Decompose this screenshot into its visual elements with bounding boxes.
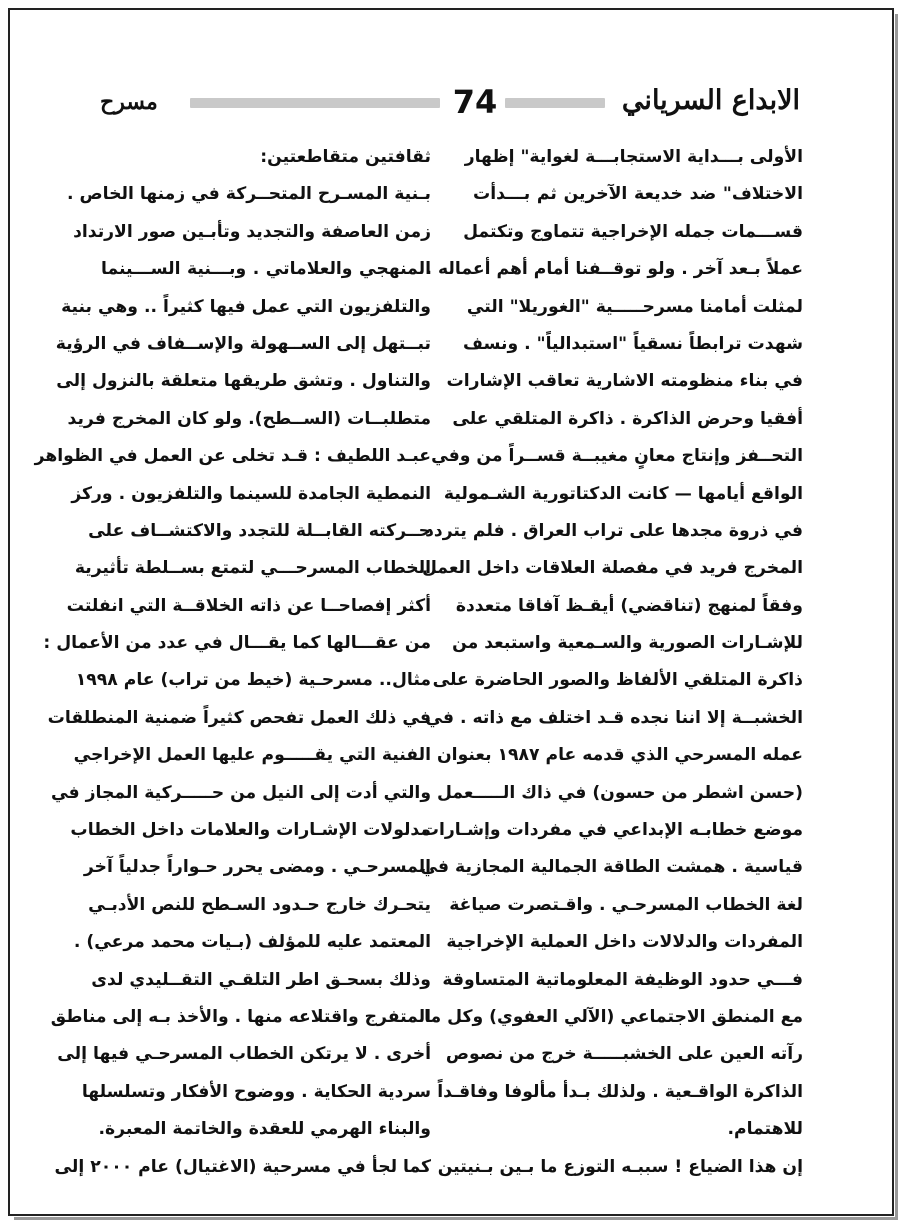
text-line: سردية الحكاية . ووضوح الأفكار وتسلسلها bbox=[81, 1081, 431, 1102]
text-line: فـــي حدود الوظيفة المعلوماتية المتساوقة bbox=[442, 969, 803, 990]
text-line: والبناء الهرمي للعقدة والخاتمة المعبرة. bbox=[98, 1119, 431, 1140]
text-line: (حسن اشطر من حسون) في ذاك الـــــعمل bbox=[436, 782, 803, 803]
text-line: المعتمد عليه للمؤلف (بـيات محمد مرعي) . bbox=[73, 932, 431, 953]
text-line: الأولى بـــداية الاستجابـــة لغواية" إظهار bbox=[464, 147, 803, 167]
text-line: زمن العاصفة والتجديد وتأبـين صور الارتداد bbox=[73, 221, 431, 242]
text-line: بـنية المسـرح المتحــركة في زمنها الخاص . bbox=[67, 184, 431, 205]
text-line: الخطاب المسرحـــي لتمتع بســلطة تأثيرية bbox=[74, 558, 431, 579]
text-line: أفقيا وحرض الذاكرة . ذاكرة المتلقي على bbox=[452, 408, 803, 429]
text-line: المنهجي والعلاماتي . وبـــنية الســـينما bbox=[101, 259, 431, 280]
text-line: الذاكرة الواقـعية . ولذلك بـدأ مألوفا وفاقـداً bbox=[437, 1081, 803, 1102]
text-line: الفنية التي يقـــــوم عليها العمل الإخراجي bbox=[73, 745, 431, 766]
text-line: قياسية . همشت الطاقة الجمالية المجازية في bbox=[420, 857, 803, 878]
text-line: النمطية الجامدة للسينما والتلفزيون . وركز bbox=[71, 483, 431, 504]
text-line: رآته العين على الخشبـــــة خرج من نصوص bbox=[445, 1044, 803, 1065]
right-text-column bbox=[420, 139, 803, 1186]
text-line: عملاً بـعد آخر . ولو توقــفنا أمام أهم أعماله . bbox=[425, 259, 803, 280]
text-line: المخرج فريد في مفصلة العلاقات داخل العمل bbox=[421, 558, 803, 579]
section-label: مسرح bbox=[100, 89, 158, 115]
text-line: في ذلك العمل تفحص كثيراً ضمنية المنطلقات bbox=[47, 707, 431, 728]
text-line: مع المنطق الاجتماعي (الآلي العفوي) وكل ما bbox=[424, 1006, 803, 1027]
text-line: وفقاً لمنهج (تناقضي) أيقـظ آفاقا متعددة bbox=[455, 595, 803, 616]
text-line: في بناء منظومته الاشارية تعاقب الإشارات bbox=[446, 371, 803, 392]
magazine-title: الابداع السرياني bbox=[621, 85, 800, 116]
text-line: في ذروة مجدها على تراب العراق . فلم يتردد bbox=[425, 520, 803, 541]
text-line: موضع خطابـه الإبداعي في مفردات وإشـارات bbox=[421, 820, 803, 841]
text-line: والتلفزيون التي عمل فيها كثيراً .. وهي بنية bbox=[61, 296, 431, 317]
header-bar-right bbox=[505, 98, 605, 108]
text-line: مثال.. مسرحـية (خيط من تراب) عام ١٩٩٨ bbox=[75, 670, 431, 691]
text-line: الاختلاف" ضد خديعة الآخرين ثم بـــدأت bbox=[473, 184, 803, 205]
text-line: ثقافتين متقاطعتين: bbox=[260, 147, 431, 167]
text-line: كما لجأ في مسرحية (الاغتيال) عام ٢٠٠٠ إلى bbox=[54, 1156, 431, 1177]
text-line: التحــفز وإنتاج معانٍ مغيبــة قســراً من وفي bbox=[431, 446, 803, 467]
text-line: والتناول . وتشق طريقها متعلقة بالنزول إلى bbox=[56, 371, 431, 392]
text-line: للاهتمام. bbox=[727, 1119, 803, 1140]
text-line: مدلولات الإشـارات والعلامات داخل الخطاب bbox=[70, 820, 431, 841]
text-line: يتحـرك خارج حـدود السـطح للنص الأدبـي bbox=[88, 894, 431, 915]
text-line: متطلبــات (الســطح). ولو كان المخرج فريد bbox=[67, 408, 431, 429]
text-line: أخرى . لا يرتكن الخطاب المسرحـي فيها إلى bbox=[57, 1044, 431, 1065]
text-line: المتفرج واقتلاعه منها . والأخذ بـه إلى مناطق bbox=[50, 1006, 431, 1027]
page-number: 74 bbox=[452, 83, 498, 121]
text-line: قســـمات جمله الإخراجية تتماوج وتكتمل bbox=[463, 221, 803, 242]
text-line: الواقع أيامها — كانت الدكتاتورية الشـمولية bbox=[443, 483, 803, 504]
text-line: ذاكرة المتلقي الألفاظ والصور الحاضرة على bbox=[432, 670, 803, 691]
text-line: حــركته القابــلة للتجدد والاكتشــاف على bbox=[88, 520, 431, 541]
text-line: عمله المسرحي الذي قدمه عام ١٩٨٧ بعنوان bbox=[437, 745, 803, 766]
text-line: وذلك بسحـق اطر التلقـي التقــليدي لدى bbox=[91, 969, 431, 990]
text-line: لغة الخطاب المسرحـي . واقـتصرت صياغة bbox=[449, 894, 803, 915]
text-line: والتي أدت إلى النيل من حـــــركية المجاز في bbox=[51, 782, 431, 803]
header-bar-left bbox=[190, 98, 440, 108]
text-line: شهدت ترابطاً نسقياً "استبدالياً" . ونسف bbox=[463, 333, 803, 354]
text-line: المسرحـي . ومضى يحرر حـواراً جدلياً آخر bbox=[83, 857, 431, 878]
text-line: من عقـــالها كما يقـــال في عدد من الأعمال : bbox=[43, 633, 431, 654]
text-line: الخشبــة إلا اننا نجده قـد اختلف مع ذاته . في bbox=[425, 707, 803, 728]
page-header bbox=[100, 84, 800, 124]
text-line: المفردات والدلالات داخل العملية الإخراجية bbox=[446, 932, 803, 953]
text-line: أكثر إفصاحــا عن ذاته الخلاقــة التي انفلتت bbox=[66, 595, 431, 616]
left-text-column bbox=[34, 139, 431, 1186]
text-line: إن هذا الضياع ! سببـه التوزع ما بـين بـنيتين bbox=[437, 1156, 803, 1177]
text-line: عبـد اللطيف : قـد تخلى عن العمل في الظواهر bbox=[34, 446, 431, 467]
text-line: لمثلت أمامنا مسرحـــــية "الغوريلا" التي bbox=[466, 296, 803, 317]
text-line: للإشـارات الصورية والسـمعية واستبعد من bbox=[452, 633, 803, 654]
text-line: تبــتهل إلى الســهولة والإســفاف في الرؤية bbox=[55, 333, 431, 354]
